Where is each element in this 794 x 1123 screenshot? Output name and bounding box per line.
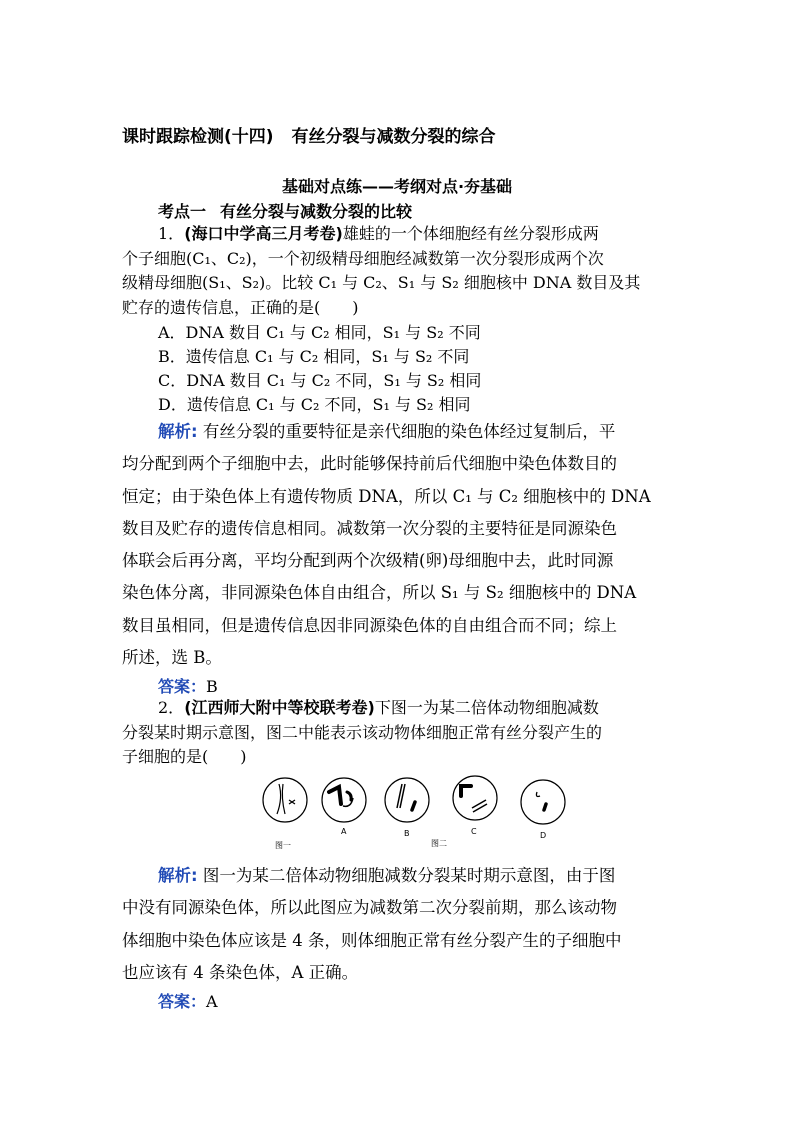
q1-analysis-line: 所述，选 B。 [122,648,222,668]
title-part1: 课时跟踪检测(十四) [122,127,274,147]
kaodian-number: 考点一 [158,202,207,221]
q2-analysis-line: 也应该有 4 条染色体，A 正确。 [122,962,359,982]
q1-text-1: 雄蛙的一个体细胞经有丝分裂形成两 [342,224,599,243]
q1-line-3: 级精母细胞(S₁、S₂)。比较 C₁ 与 C₂、S₁ 与 S₂ 细胞核中 DNA 数目及其 [122,273,641,292]
q1-analysis-line [122,416,678,448]
q1-analysis-line: 数目虽相同，但是遗传信息因非同源染色体的自由组合而不同；综上 [122,615,617,635]
q2-line-1 [122,696,678,721]
q2-answer-value: A [206,992,218,1011]
q2-analysis-line [122,860,678,892]
figure-cell-d [521,780,565,840]
figure-cell-b [385,778,429,838]
figure-cell-a [322,778,366,836]
section-heading: 基础对点练——考纲对点·夯基础 [281,177,513,196]
cell-c-label: C [471,827,477,836]
q1-line-1 [122,222,678,247]
figure-1-cell [263,778,307,850]
q1-answer-value: B [206,677,218,696]
q1-answer-label: 答案： [158,677,207,696]
cell-a-label: A [341,827,347,836]
figure-cell-c [431,776,497,848]
q1-analysis-line: 体联会后再分离，平均分配到两个次级精(卵)母细胞中去，此时同源 [122,551,614,571]
document-title [122,122,496,147]
cell-division-figure [255,770,575,855]
q1-analysis [122,416,678,674]
q1-analysis-line: 数目及贮存的遗传信息相同。减数第一次分裂的主要特征是同源染色 [122,518,617,538]
q1-analysis-line: 染色体分离，非同源染色体自由组合，所以 S₁ 与 S₂ 细胞核中的 DNA [122,583,637,603]
figure-1-label: 图一 [275,841,291,850]
figure-svg [255,770,575,855]
q1-answer [158,674,218,697]
q2-analysis-line: 体细胞中染色体应该是 4 条，则体细胞正常有丝分裂产生的子细胞中 [122,930,622,950]
q2-number: 2． [158,698,185,717]
q2-analysis-label: 解析: [158,866,198,885]
q2-line-2: 分裂某时期示意图，图二中能表示该动物体细胞正常有丝分裂产生的 [122,722,603,742]
q2-answer-label: 答案： [158,992,207,1011]
q1-option-d: D．遗传信息 C₁ 与 C₂ 不同，S₁ 与 S₂ 相同 [158,395,471,414]
q2-text-1: 下图一为某二倍体动物细胞减数 [374,698,599,717]
q1-source: (海口中学高三月考卷) [184,224,343,243]
q1-option-a: A．DNA 数目 C₁ 与 C₂ 相同，S₁ 与 S₂ 不同 [158,323,481,342]
kaodian-title: 有丝分裂与减数分裂的比较 [220,202,413,221]
q2-line-3: 子细胞的是( ) [122,747,247,766]
question-1-stem [122,222,678,320]
kaodian-heading [158,199,412,222]
q1-analysis-label: 解析: [158,422,198,441]
q1-number: 1． [158,224,185,243]
q1-option-c: C．DNA 数目 C₁ 与 C₂ 不同，S₁ 与 S₂ 相同 [158,371,482,390]
cell-d-label: D [540,831,547,840]
q1-analysis-line: 均分配到两个子细胞中去，此时能够保持前后代细胞中染色体数目的 [122,454,617,474]
q2-analysis-line: 中没有同源染色体，所以此图应为减数第二次分裂前期，那么该动物 [122,898,617,918]
q1-line-4: 贮存的遗传信息，正确的是( ) [122,297,359,317]
cell-b-label: B [404,829,410,838]
question-2-stem [122,696,678,770]
q2-answer [158,989,218,1012]
q1-analysis-text-1: 有丝分裂的重要特征是亲代细胞的染色体经过复制后，平 [202,422,616,441]
q1-line-2: 个子细胞(C₁、C₂)，一个初级精母细胞经减数第一次分裂形成两个次 [122,248,604,268]
title-part2: 有丝分裂与减数分裂的综合 [291,127,496,147]
q2-source: (江西师大附中等校联考卷) [184,698,375,717]
q1-option-b: B．遗传信息 C₁ 与 C₂ 相同，S₁ 与 S₂ 不同 [158,347,470,366]
q2-analysis-text-1: 图一为某二倍体动物细胞减数分裂某时期示意图，由于图 [202,866,616,885]
q2-analysis [122,860,678,989]
figure-2-label: 图二 [431,839,447,848]
q1-analysis-line: 恒定；由于染色体上有遗传物质 DNA，所以 C₁ 与 C₂ 细胞核中的 DNA [122,486,651,506]
